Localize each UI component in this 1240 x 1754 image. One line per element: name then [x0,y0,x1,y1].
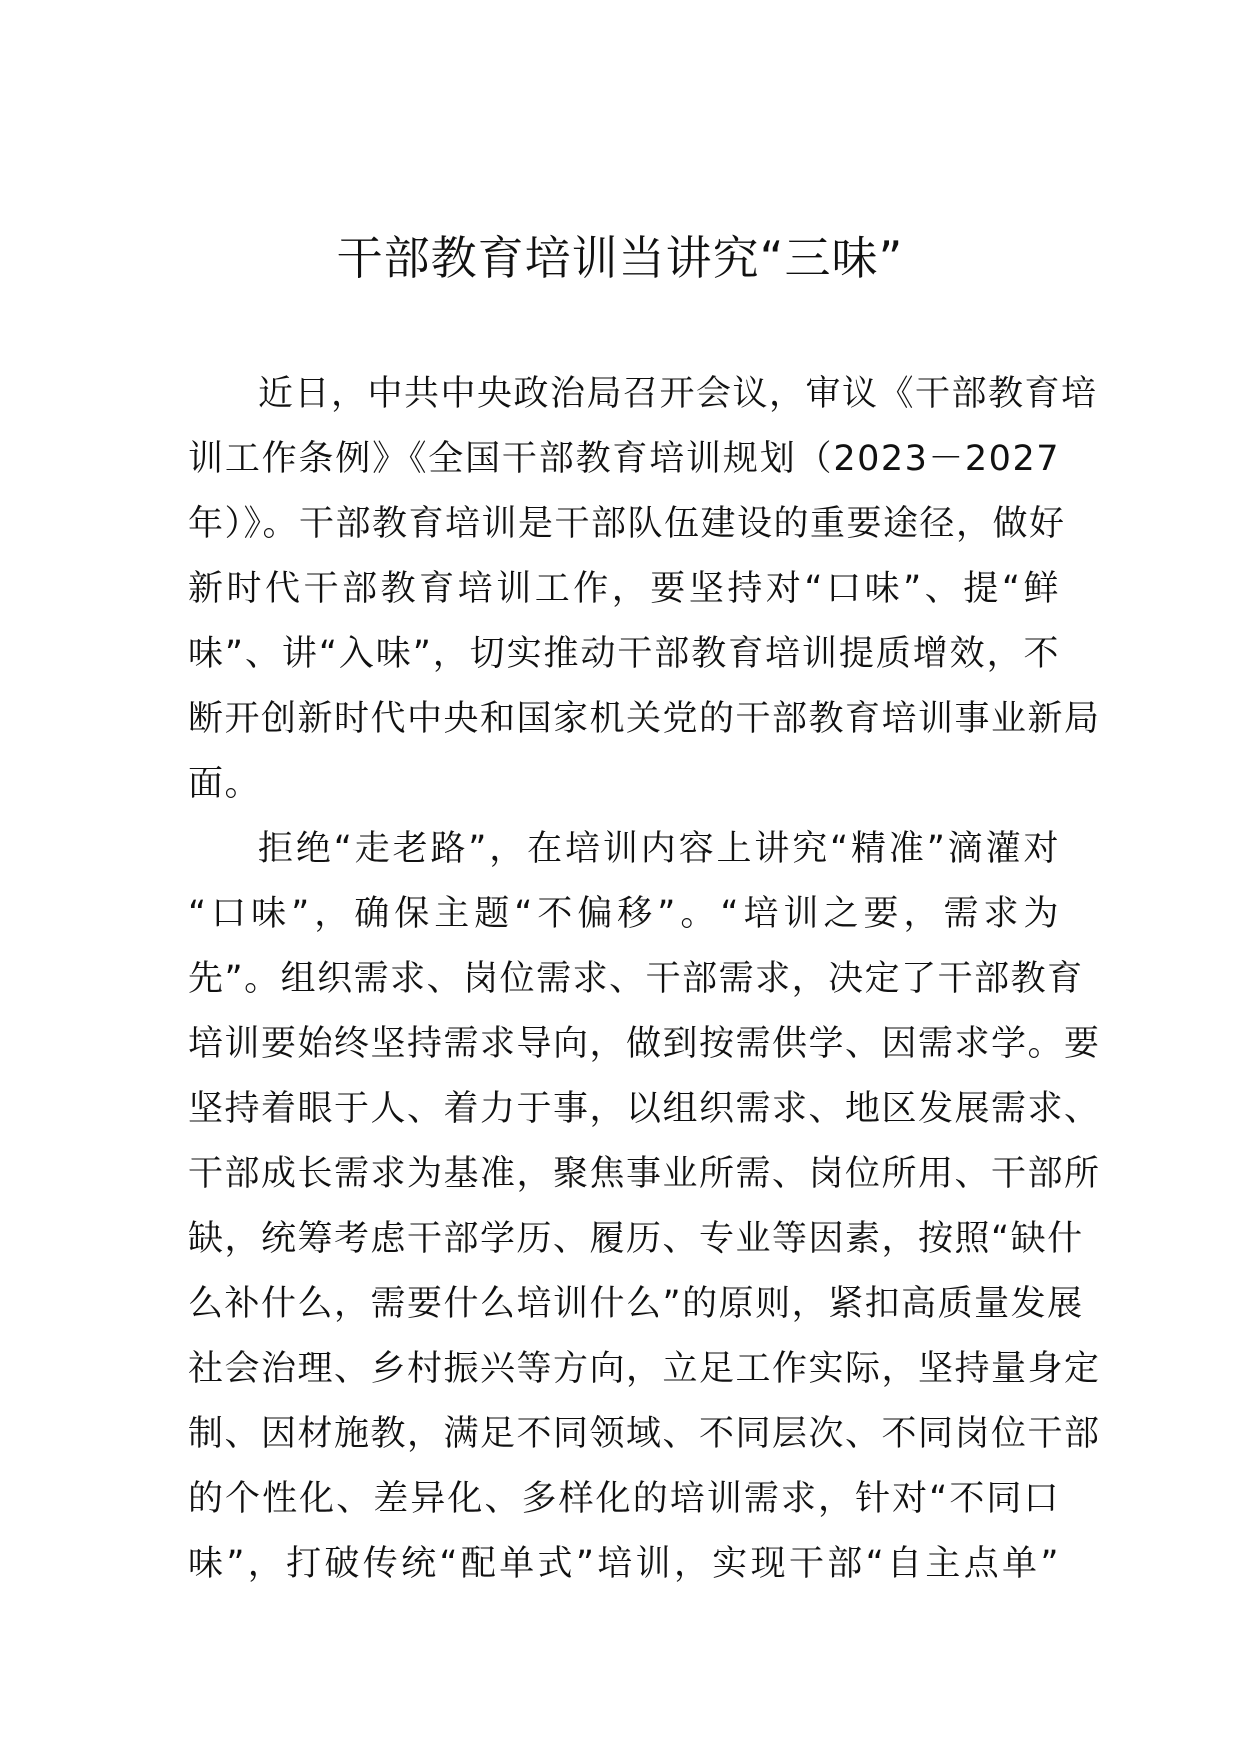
body-line: “口味”，确保主题“不偏移”。“培训之要，需求为 [188,894,1060,934]
document-title: 干部教育培训当讲究“三味” [336,231,904,285]
body-line: 先”。组织需求、岗位需求、干部需求，决定了干部教育 [188,959,1084,999]
body-line: 年）》。干部教育培训是干部队伍建设的重要途径，做好 [188,504,1066,544]
body-line: 面。 [188,764,262,804]
body-line: 味”、讲“入味”，切实推动干部教育培训提质增效，不 [188,634,1060,674]
document-body [188,362,1101,1597]
body-line: 断开创新时代中央和国家机关党的干部教育培训事业新局 [188,699,1101,739]
body-line: 新时代干部教育培训工作，要坚持对“口味”、提“鲜 [188,569,1060,609]
body-line: 近日，中共中央政治局召开会议，审议《干部教育培 [258,374,1098,414]
body-line: 拒绝“走老路”，在培训内容上讲究“精准”滴灌对 [258,829,1060,869]
body-line: 味”，打破传统“配单式”培训，实现干部“自主点单” [188,1544,1060,1584]
body-line: 的个性化、差异化、多样化的培训需求，针对“不同口 [188,1479,1060,1519]
body-line: 训工作条例》《全国干部教育培训规划（2023－2027 [188,439,1060,479]
body-line: 制、因材施教，满足不同领域、不同层次、不同岗位干部 [188,1414,1101,1454]
body-line: 么补什么，需要什么培训什么”的原则，紧扣高质量发展 [188,1284,1084,1324]
body-line: 缺，统筹考虑干部学历、履历、专业等因素，按照“缺什 [188,1219,1084,1259]
body-line: 干部成长需求为基准，聚焦事业所需、岗位所用、干部所 [188,1154,1101,1194]
body-line: 坚持着眼于人、着力于事，以组织需求、地区发展需求、 [188,1089,1101,1129]
body-line: 社会治理、乡村振兴等方向，立足工作实际，坚持量身定 [188,1349,1101,1389]
body-line: 培训要始终坚持需求导向，做到按需供学、因需求学。要 [188,1024,1101,1064]
